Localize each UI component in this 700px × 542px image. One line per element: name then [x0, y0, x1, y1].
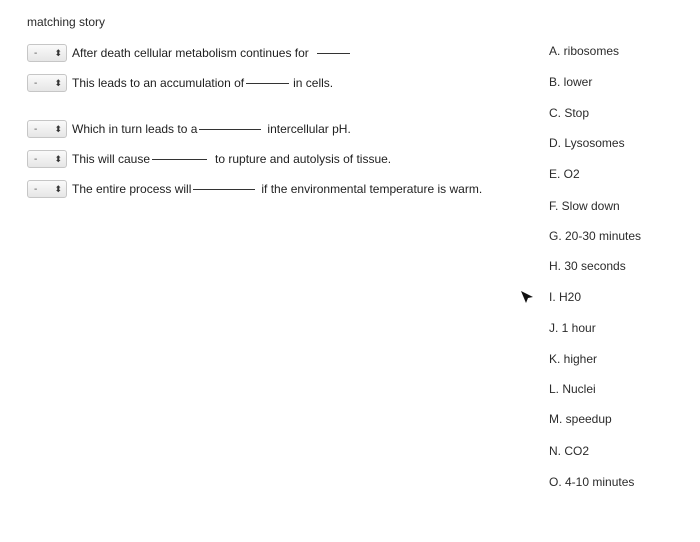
- option-item: M. speedup: [549, 412, 612, 426]
- question-text-2: This leads to an accumulation of: [72, 76, 245, 90]
- question-suffix-4: to rupture and autolysis of tissue.: [215, 152, 392, 166]
- question-text-3: Which in turn leads to a: [72, 122, 198, 136]
- question-suffix-2: in cells.: [293, 76, 334, 90]
- stepper-icon: ⬍: [54, 153, 62, 164]
- question-text-1: After death cellular metabolism continues for: [72, 46, 309, 60]
- question-row-5: [27, 178, 482, 200]
- option-item: I. H20: [549, 290, 582, 304]
- option-item: L. Nuclei: [549, 382, 596, 396]
- blank-line: [317, 52, 350, 54]
- question-suffix-5: if the environmental temperature is warm.: [261, 182, 483, 196]
- question-row-4: [27, 148, 391, 170]
- answer-select-2[interactable]: [27, 74, 67, 92]
- option-item: E. O2: [549, 167, 580, 181]
- select-placeholder: -: [34, 123, 38, 135]
- question-row-1: [27, 42, 350, 64]
- option-item: J. 1 hour: [549, 321, 596, 335]
- option-item: H. 30 seconds: [549, 259, 626, 273]
- mouse-cursor-icon: [520, 290, 534, 304]
- blank-line: [246, 82, 289, 84]
- question-text-4: This will cause: [72, 152, 151, 166]
- page-title: matching story: [27, 15, 106, 29]
- stepper-icon: ⬍: [54, 123, 62, 134]
- blank-line: [199, 128, 261, 130]
- option-item: F. Slow down: [549, 199, 620, 213]
- option-item: A. ribosomes: [549, 44, 620, 58]
- option-item: B. lower: [549, 75, 593, 89]
- option-item: N. CO2: [549, 444, 590, 458]
- option-item: D. Lysosomes: [549, 136, 625, 150]
- question-row-2: [27, 72, 333, 94]
- stepper-icon: ⬍: [54, 77, 62, 88]
- blank-line: [193, 188, 255, 190]
- blank-line: [152, 158, 207, 160]
- answer-select-5[interactable]: [27, 180, 67, 198]
- stepper-icon: ⬍: [54, 183, 62, 194]
- option-item: C. Stop: [549, 106, 590, 120]
- select-placeholder: -: [34, 77, 38, 89]
- question-text-5: The entire process will: [72, 182, 192, 196]
- stepper-icon: ⬍: [54, 47, 62, 58]
- question-suffix-3: intercellular pH.: [267, 122, 351, 136]
- select-placeholder: -: [34, 153, 38, 165]
- select-placeholder: -: [34, 47, 38, 59]
- question-row-3: [27, 118, 351, 140]
- answer-select-1[interactable]: [27, 44, 67, 62]
- answer-select-4[interactable]: [27, 150, 67, 168]
- option-item: K. higher: [549, 352, 598, 366]
- option-item: O. 4-10 minutes: [549, 475, 635, 489]
- select-placeholder: -: [34, 183, 38, 195]
- option-item: G. 20-30 minutes: [549, 229, 642, 243]
- answer-select-3[interactable]: [27, 120, 67, 138]
